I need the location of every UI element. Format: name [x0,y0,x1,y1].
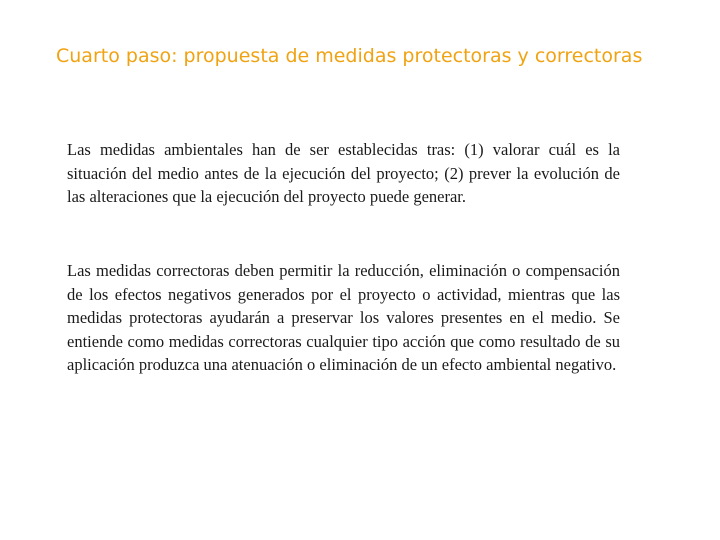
paragraph-corrective-measures: Las medidas correctoras deben permitir la reducción, eliminación o compensación de los efectos negativos generados por el proyecto o actividad, mientras que las medidas protectoras ayudarán a preservar los valores presentes en el medio. Se entiende como medidas correctoras cualquier tipo acción que como resultado de su aplicación produzca una atenuación o eliminación de un efecto ambiental negativo. [67,261,620,374]
slide-title: Cuarto paso: propuesta de medidas protectoras y correctoras [56,45,643,67]
paragraph-assessment-steps: Las medidas ambientales han de ser establecidas tras: (1) valorar cuál es la situación del medio antes de la ejecución del proyecto; (2) prever la evolución de las alteraciones que la ejecución del proyecto puede generar. [67,140,620,206]
